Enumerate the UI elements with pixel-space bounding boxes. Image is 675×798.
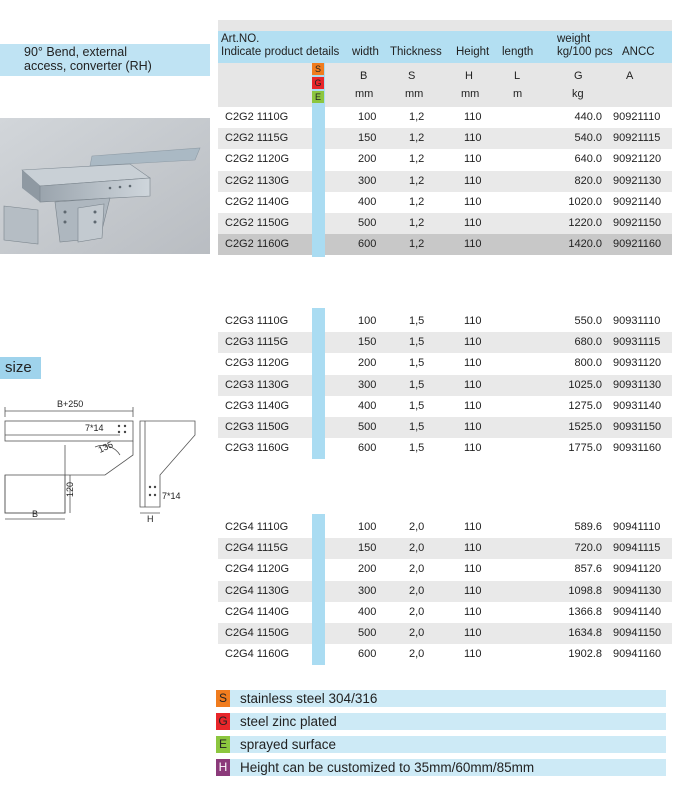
cell-art: C2G3 1140G — [225, 399, 290, 412]
cell-b: 500 — [358, 627, 377, 639]
cell-h: 110 — [464, 174, 482, 187]
cell-h: 110 — [464, 521, 482, 533]
cell-h: 110 — [464, 111, 482, 123]
cell-art: C2G2 1130G — [225, 174, 290, 187]
cell-a: 90941115 — [613, 542, 661, 555]
header-weight-unit: kg/100 pcs — [557, 46, 613, 58]
table-row — [218, 417, 672, 438]
header-height: Height — [456, 46, 490, 58]
table-row — [218, 644, 672, 665]
cell-g: 1775.0 — [568, 442, 602, 455]
cell-s: 2,0 — [409, 627, 425, 639]
cell-b: 400 — [358, 195, 377, 208]
cell-a: 90931160 — [613, 442, 662, 455]
legend-item — [216, 713, 666, 730]
header-unit-s: mm — [405, 88, 424, 100]
cell-g: 1634.8 — [568, 627, 602, 639]
cell-a: 90921140 — [613, 195, 662, 208]
cell-s: 1,2 — [409, 195, 425, 208]
finish-stripe-cell — [312, 438, 325, 459]
cell-h: 110 — [464, 153, 482, 166]
dim-7x14-top: 7*14 — [85, 423, 104, 433]
header-col-l: L — [514, 70, 521, 82]
cell-a: 90931140 — [613, 399, 662, 412]
cell-art: C2G2 1110G — [225, 111, 289, 123]
cell-a: 90941110 — [613, 521, 661, 533]
dim-b: B — [32, 509, 39, 519]
header-unit-g: kg — [572, 88, 584, 100]
cell-h: 110 — [464, 584, 482, 597]
cell-art: C2G3 1130G — [225, 378, 290, 391]
header-length: length — [502, 46, 534, 58]
cell-g: 820.0 — [574, 174, 602, 187]
cell-g: 1902.8 — [568, 648, 602, 661]
cell-a: 90921115 — [613, 132, 661, 145]
size-label: size — [5, 359, 32, 376]
cell-a: 90931150 — [613, 421, 662, 433]
cell-art: C2G3 1120G — [225, 357, 290, 370]
dim-7x14-side: 7*14 — [162, 491, 181, 501]
table-row — [218, 375, 672, 396]
table-row — [218, 623, 672, 644]
finish-square-s: S — [312, 63, 324, 75]
cell-b: 100 — [358, 111, 377, 123]
cell-art: C2G4 1160G — [225, 648, 290, 661]
header-col-s: S — [408, 70, 416, 82]
cell-h: 110 — [464, 648, 482, 661]
cell-b: 600 — [358, 238, 377, 251]
cell-g: 857.6 — [574, 563, 602, 576]
cell-s: 1,5 — [409, 336, 425, 349]
finish-stripe-cell — [312, 353, 325, 374]
header-art-no: Art.NO. — [221, 33, 260, 45]
cell-a: 90941150 — [613, 627, 662, 639]
header-unit-l: m — [513, 88, 523, 100]
cell-a: 90941160 — [613, 648, 662, 661]
finish-stripe-cell — [312, 517, 325, 538]
header-unit-h: mm — [461, 88, 480, 100]
finish-stripe-cell — [312, 417, 325, 438]
legend-item — [216, 759, 666, 776]
table-row — [218, 538, 672, 559]
finish-stripe-cell — [312, 171, 325, 192]
cell-g: 1220.0 — [568, 217, 602, 229]
cell-s: 2,0 — [409, 648, 425, 661]
table-row — [218, 353, 672, 374]
cell-a: 90921120 — [613, 153, 662, 166]
cell-s: 1,2 — [409, 217, 425, 229]
dim-135: 135 — [96, 439, 115, 455]
cell-g: 1525.0 — [568, 421, 602, 433]
finish-square-e: E — [312, 91, 324, 103]
cell-s: 1,5 — [409, 442, 425, 455]
cell-b: 600 — [358, 442, 377, 455]
cell-s: 1,2 — [409, 153, 425, 166]
legend-text: steel zinc plated — [240, 714, 337, 729]
cell-b: 150 — [358, 336, 377, 349]
dim-b250: B+250 — [57, 399, 84, 409]
header-weight: weight — [557, 33, 591, 45]
cell-b: 600 — [358, 648, 377, 661]
legend-item — [216, 736, 666, 753]
dim-h: H — [147, 514, 154, 524]
cell-h: 110 — [464, 357, 482, 370]
cell-s: 2,0 — [409, 563, 425, 576]
cell-g: 1098.8 — [568, 584, 602, 597]
table-row — [218, 234, 672, 255]
cell-art: C2G4 1130G — [225, 584, 290, 597]
header-unit-b: mm — [355, 88, 374, 100]
cell-h: 110 — [464, 238, 482, 251]
finish-stripe-cell — [312, 644, 325, 665]
table-row — [218, 128, 672, 149]
cell-art: C2G3 1115G — [225, 336, 289, 349]
table-row — [218, 107, 672, 128]
cell-art: C2G2 1115G — [225, 132, 289, 145]
finish-stripe-cell — [312, 311, 325, 332]
cell-g: 1420.0 — [568, 238, 602, 251]
finish-stripe-cell — [312, 149, 325, 170]
cell-art: C2G4 1150G — [225, 627, 290, 639]
cell-a: 90931110 — [613, 315, 661, 327]
cell-g: 550.0 — [574, 315, 602, 327]
cell-s: 1,5 — [409, 378, 425, 391]
finish-stripe-cell — [312, 213, 325, 234]
cell-h: 110 — [464, 399, 482, 412]
cell-b: 100 — [358, 315, 377, 327]
cell-g: 1020.0 — [568, 195, 602, 208]
cell-h: 110 — [464, 442, 482, 455]
cell-s: 1,5 — [409, 357, 425, 370]
table-row — [218, 332, 672, 353]
finish-stripe-cell — [312, 375, 325, 396]
cell-g: 440.0 — [574, 111, 602, 123]
cell-h: 110 — [464, 378, 482, 391]
legend-tag: E — [216, 736, 230, 753]
table-row — [218, 438, 672, 459]
header-width: width — [352, 46, 379, 58]
cell-b: 300 — [358, 378, 377, 391]
cell-g: 800.0 — [574, 357, 602, 370]
cell-a: 90941130 — [613, 584, 662, 597]
table-row — [218, 311, 672, 332]
cell-b: 300 — [358, 584, 377, 597]
header-indicate: Indicate product details — [221, 46, 340, 58]
header-col-g: G — [574, 70, 583, 82]
cell-b: 200 — [358, 563, 377, 576]
finish-stripe-cell — [312, 192, 325, 213]
cell-b: 200 — [358, 153, 377, 166]
legend-text: sprayed surface — [240, 737, 337, 752]
cell-b: 500 — [358, 421, 377, 433]
product-title-line2: access, converter (RH) — [24, 59, 152, 73]
cell-art: C2G2 1150G — [225, 217, 290, 229]
finish-stripe-cell — [312, 396, 325, 417]
cell-s: 2,0 — [409, 584, 425, 597]
cell-h: 110 — [464, 627, 482, 639]
cell-a: 90941120 — [613, 563, 662, 576]
cell-h: 110 — [464, 217, 482, 229]
cell-art: C2G2 1120G — [225, 153, 290, 166]
finish-stripe-cell — [312, 538, 325, 559]
cell-art: C2G3 1110G — [225, 315, 289, 327]
cell-art: C2G3 1160G — [225, 442, 290, 455]
finish-stripe-cell — [312, 107, 325, 128]
cell-b: 300 — [358, 174, 377, 187]
legend-text: Height can be customized to 35mm/60mm/85mm — [240, 760, 535, 775]
cell-g: 640.0 — [574, 153, 602, 166]
cell-s: 2,0 — [409, 521, 425, 533]
cell-art: C2G4 1120G — [225, 563, 290, 576]
legend-tag: S — [216, 690, 230, 707]
cell-art: C2G4 1140G — [225, 605, 290, 618]
dim-120: 120 — [65, 481, 75, 497]
table-row — [218, 396, 672, 417]
cell-h: 110 — [464, 195, 482, 208]
finish-stripe-cell — [312, 623, 325, 644]
cell-s: 1,5 — [409, 421, 425, 433]
cell-b: 150 — [358, 132, 377, 145]
cell-s: 2,0 — [409, 542, 425, 555]
cell-s: 1,2 — [409, 174, 425, 187]
cell-b: 100 — [358, 521, 377, 533]
cell-g: 540.0 — [574, 132, 602, 145]
cell-h: 110 — [464, 563, 482, 576]
finish-stripe-cell — [312, 234, 325, 255]
cell-art: C2G2 1140G — [225, 195, 290, 208]
product-title-line1: 90° Bend, external — [24, 45, 127, 59]
cell-art: C2G3 1150G — [225, 421, 290, 433]
cell-a: 90921160 — [613, 238, 662, 251]
cell-art: C2G2 1160G — [225, 238, 290, 251]
cell-b: 150 — [358, 542, 377, 555]
cell-s: 1,5 — [409, 315, 425, 327]
cell-h: 110 — [464, 421, 482, 433]
table-row — [218, 149, 672, 170]
cell-s: 1,2 — [409, 111, 425, 123]
cell-a: 90921110 — [613, 111, 661, 123]
cell-a: 90931130 — [613, 378, 662, 391]
cell-h: 110 — [464, 542, 482, 555]
cell-h: 110 — [464, 315, 482, 327]
product-title-box — [0, 44, 210, 76]
finish-stripe-cell — [312, 602, 325, 623]
cell-b: 500 — [358, 217, 377, 229]
table-row — [218, 581, 672, 602]
header-col-h: H — [465, 70, 473, 82]
table-row — [218, 213, 672, 234]
table-row — [218, 559, 672, 580]
cell-s: 1,5 — [409, 399, 425, 412]
legend-text: stainless steel 304/316 — [240, 691, 378, 706]
finish-stripe-cell — [312, 332, 325, 353]
cell-b: 200 — [358, 357, 377, 370]
cell-a: 90921130 — [613, 174, 662, 187]
finish-stripe-cell — [312, 559, 325, 580]
finish-stripe-cell — [312, 581, 325, 602]
header-col-b: B — [360, 70, 368, 82]
cell-b: 400 — [358, 605, 377, 618]
dimension-drawing — [0, 395, 210, 525]
legend-tag: G — [216, 713, 230, 730]
cell-a: 90931120 — [613, 357, 662, 370]
cell-b: 400 — [358, 399, 377, 412]
cell-g: 1366.8 — [568, 605, 602, 618]
product-photo — [0, 118, 210, 254]
cell-h: 110 — [464, 132, 482, 145]
cell-a: 90941140 — [613, 605, 662, 618]
cell-s: 1,2 — [409, 132, 425, 145]
table-row — [218, 171, 672, 192]
finish-square-g: G — [312, 77, 324, 89]
legend-tag: H — [216, 759, 230, 776]
table-row — [218, 602, 672, 623]
table-row — [218, 517, 672, 538]
cell-art: C2G4 1115G — [225, 542, 289, 555]
header-col-a: A — [626, 70, 634, 82]
legend-item — [216, 690, 666, 707]
cell-g: 680.0 — [574, 336, 602, 349]
cell-s: 1,2 — [409, 238, 425, 251]
size-label-box — [0, 357, 41, 379]
header-ancc: ANCC — [622, 46, 655, 58]
cell-a: 90931115 — [613, 336, 661, 349]
cell-a: 90921150 — [613, 217, 662, 229]
table-row — [218, 192, 672, 213]
cell-g: 1275.0 — [568, 399, 602, 412]
cell-h: 110 — [464, 336, 482, 349]
finish-stripe-cell — [312, 128, 325, 149]
product-title — [24, 45, 152, 73]
header-thickness: Thickness — [390, 46, 442, 58]
cell-g: 1025.0 — [568, 378, 602, 391]
cell-h: 110 — [464, 605, 482, 618]
cell-s: 2,0 — [409, 605, 425, 618]
cell-art: C2G4 1110G — [225, 521, 289, 533]
cell-g: 720.0 — [574, 542, 602, 555]
cell-g: 589.6 — [574, 521, 602, 533]
